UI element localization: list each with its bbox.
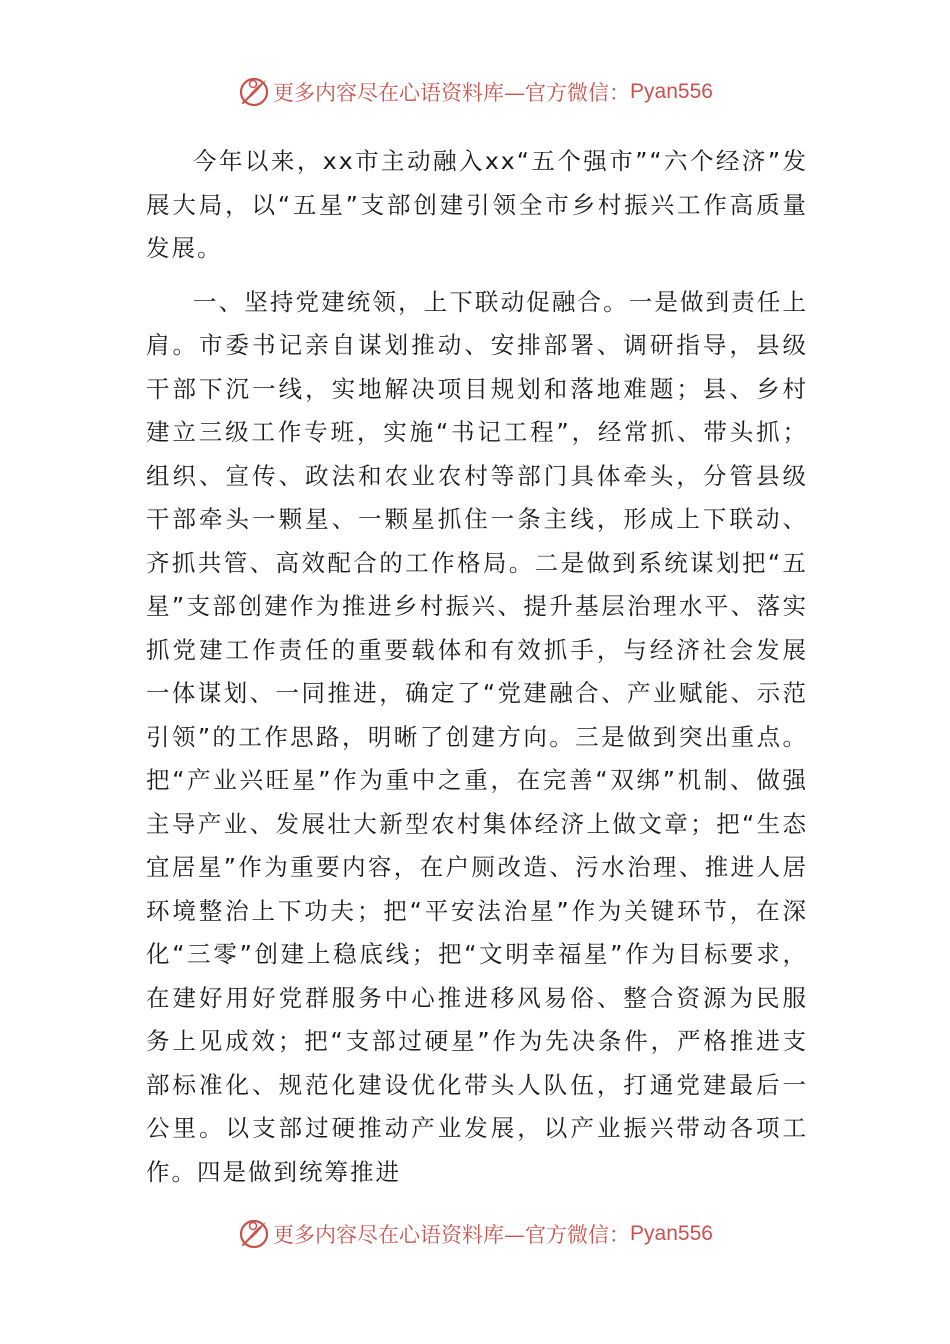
quill-logo-icon [237,1217,271,1251]
watermark-wechat-id: Pyan556 [630,1222,713,1245]
quill-logo-icon [237,75,271,109]
paragraph-intro: 今年以来，xx市主动融入xx“五个强市”“六个经济”发展大局，以“五星”支部创建引领全市乡村振兴工作高质量发展。 [146,147,808,262]
paragraph-section-1: 一、坚持党建统领，上下联动促融合。一是做到责任上肩。市委书记亲自谋划推动、安排部署、调研指导，县级干部下沉一线，实地解决项目规划和落地难题；县、乡村建立三级工作专班，实施“书记工程”，经常抓、带头抓；组织、宣传、政法和农业农村等部门具体牵头，分管县级干部牵头一颗星、一颗星抓住一条主线，形成上下联动、齐抓共管、高效配合的工作格局。二是做到系统谋划把“五星”支部创建作为推进乡村振兴、提升基层治理水平、落实抓党建工作责任的重要载体和有效抓手，与经济社会发展一体谋划、一同推进，确定了“党建融合、产业赋能、示范引领”的工作思路，明晰了创建方向。三是做到突出重点。把“产业兴旺星”作为重中之重，在完善“双绑”机制、做强主导产业、发展壮大新型农村集体经济上做文章；把“生态宜居星”作为重要内容，在户厕改造、污水治理、推进人居环境整治上下功夫；把“平安法治星”作为关键环节，在深化“三零”创建上稳底线；把“文明幸福星”作为目标要求，在建好用好党群服务中心推进移风易俗、整合资源为民服务上见成效；把“支部过硬星”作为先决条件，严格推进支部标准化、规范化建设优化带头人队伍，打通党建最后一公里。以支部过硬推动产业发展，以产业振兴带动各项工作。四是做到统筹推进 [146,287,808,1186]
watermark-header [0,72,950,112]
watermark-footer [0,1214,950,1254]
watermark-text: 更多内容尽在心语资料库—官方微信： [273,1223,631,1247]
watermark-wechat-id: Pyan556 [630,80,713,103]
document-body [146,140,808,1194]
watermark-text: 更多内容尽在心语资料库—官方微信： [273,81,631,105]
